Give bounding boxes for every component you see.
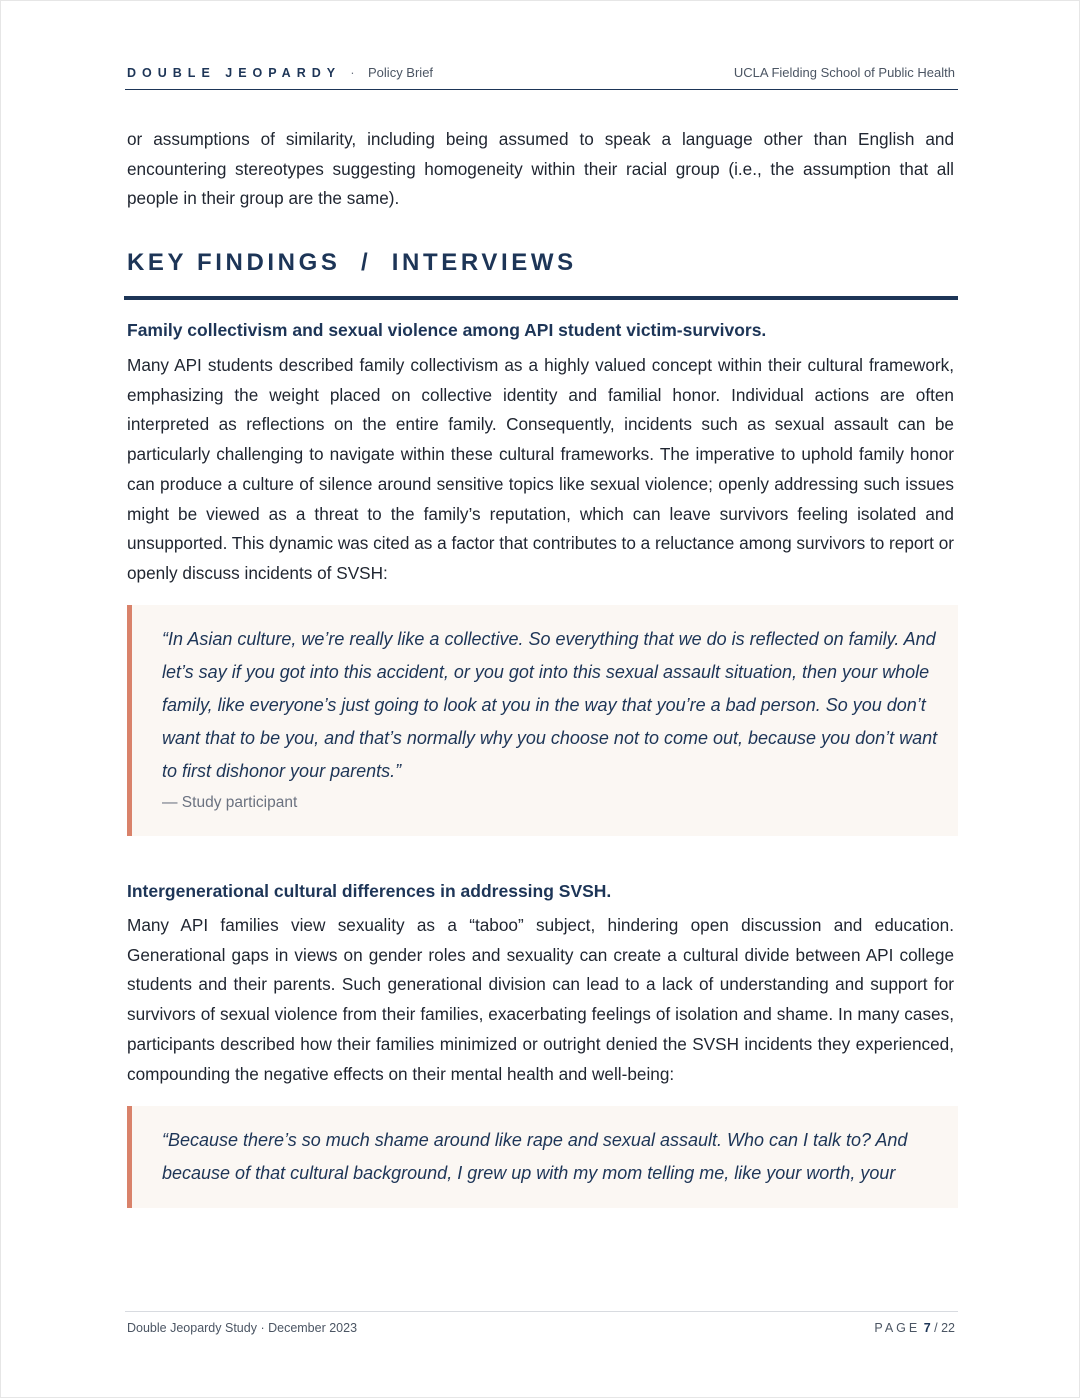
header-organization: UCLA Fielding School of Public Health [733,65,955,80]
footer-separator: · [260,1321,265,1335]
finding-heading-2: Intergenerational cultural differences in addressing SVSH. [127,881,612,901]
page-label: PAGE [874,1321,921,1335]
page-total: / 22 [934,1321,955,1335]
footer-citation [127,1321,357,1335]
quote-text-2: “Because there’s so much shame around like rape and sexual assault. Who can I talk to? And because of that cultural background, I grew up with my mom telling me, like your worth, your [162,1130,908,1183]
header-doc-type: Policy Brief [368,65,434,80]
section-divider [124,296,958,300]
running-header [125,62,958,90]
quote-text-1: “In Asian culture, we’re really like a collective. So everything that we do is reflected on family. And let’s say if you got into this accident, or you got into this sexual assault situation, then your whole family, like everyone’s just going to look at you in the way that you’re a bad person. So you don’t want that to be you, and that’s normally why you choose not to come out, because you don’t want to first dishonor your parents.” [162,629,938,781]
running-footer [125,1311,958,1341]
section-title: KEY FINDINGS / INTERVIEWS [127,249,577,276]
finding-paragraph-1: Many API students described family collectivism as a highly valued concept within their cultural framework, emphasizing the weight placed on collective identity and familial honor. Individual actions are often interpreted as reflections on the entire family. Consequently, incidents such as sexual assault can be particularly challenging to navigate within these cultural frameworks. The imperative to uphold family honor can produce a culture of silence around sensitive topics like sexual violence; openly addressing such issues might be viewed as a threat to the family’s reputation, which can leave survivors feeling isolated and unsupported. This dynamic was cited as a factor that contributes to a reluctance among survivors to report or openly discuss incidents of SVSH: [127,355,955,583]
intro-paragraph: or assumptions of similarity, including being assumed to speak a language other than English and encountering stereotypes suggesting homogeneity within their racial group (i.e., the assumption that all people in their group are the same). [127,129,954,209]
footer-date: December 2023 [268,1321,358,1335]
page-current: 7 [923,1321,931,1335]
footer-study: Double Jeopardy Study [127,1321,257,1335]
pull-quote-1 [127,605,958,836]
finding-heading-1: Family collectivism and sexual violence among API student victim-survivors. [127,320,767,340]
page-number [874,1321,955,1335]
header-separator: · [350,66,355,80]
quote-attribution-1: — Study participant [162,794,298,811]
header-brand: DOUBLE JEOPARDY · Policy Brief [127,65,434,80]
pull-quote-2 [127,1106,958,1208]
finding-paragraph-2: Many API families view sexuality as a “taboo” subject, hindering open discussion and education. Generational gaps in views on gender roles and sexuality can create a cultural divide between API college students and their parents. Such generational division can lead to a lack of understanding and support for survivors of sexual violence from their families, exacerbating feelings of isolation and shame. In many cases, participants described how their families minimized or outright denied the SVSH incidents they experienced, compounding the negative effects on their mental health and well-being: [127,915,954,1084]
